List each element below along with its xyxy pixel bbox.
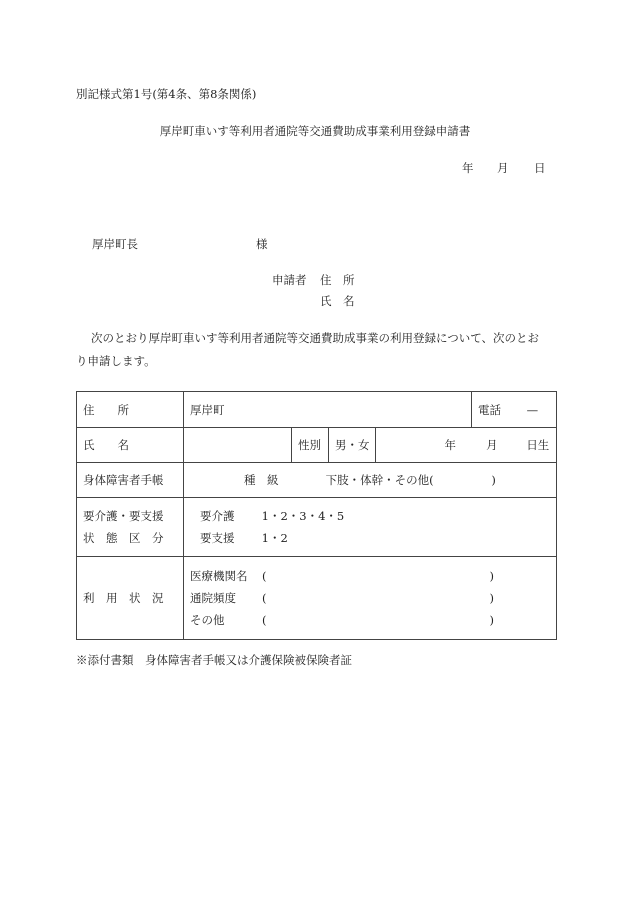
- address-field[interactable]: 厚岸町: [184, 392, 472, 428]
- row-name: [77, 428, 557, 463]
- document-title: 厚岸町車いす等利用者通院等交通費助成事業利用登録申請書: [159, 124, 471, 138]
- usage-row-label: 通院頻度: [190, 591, 236, 605]
- phone-field[interactable]: —: [526, 402, 539, 417]
- care-level-values[interactable]: 1・2・3・4・5: [261, 509, 345, 523]
- address-label: 住 所: [77, 392, 184, 428]
- row-care-level: [77, 498, 557, 557]
- applicant-label: 申請者: [272, 273, 307, 287]
- usage-label: 利 用 状 況: [77, 557, 184, 640]
- usage-row[interactable]: [190, 565, 550, 587]
- footnote-attachments: ※添付書類 身体障害者手帳又は介護保険被保険者証: [76, 653, 352, 667]
- care-level-field[interactable]: [184, 498, 557, 557]
- intro-line-2: り申請します。: [76, 354, 156, 368]
- support-level-values[interactable]: 1・2: [261, 531, 288, 545]
- usage-row[interactable]: [190, 609, 550, 631]
- care-label: [77, 498, 184, 557]
- care-label-line-2: 状 態 区 分: [83, 531, 164, 545]
- birthdate-field[interactable]: [376, 428, 557, 463]
- phone-cell[interactable]: [472, 392, 557, 428]
- applicant-name-label: 氏 名: [320, 294, 355, 308]
- form-reference: 別記様式第1号(第4条、第8条関係): [76, 87, 257, 101]
- usage-row-label: 医療機関名: [190, 569, 248, 583]
- close-paren: ): [489, 569, 494, 583]
- date-year: 年: [462, 161, 474, 175]
- addressee-name: 厚岸町長: [92, 237, 138, 251]
- date-day: 日: [534, 161, 546, 175]
- support-level-label: 要支援: [200, 531, 235, 545]
- grade-label: 種 級: [244, 473, 279, 487]
- row-address: [77, 392, 557, 428]
- disability-type: 下肢・体幹・その他(: [325, 473, 434, 487]
- close-paren: ): [489, 613, 494, 627]
- usage-row-label: その他: [190, 613, 225, 627]
- applicant-address-label: 住 所: [320, 273, 355, 287]
- disability-type-close: ): [491, 473, 496, 487]
- birth-month: 月: [486, 438, 498, 452]
- birth-day: 日生: [526, 438, 550, 452]
- application-table: [76, 391, 557, 640]
- row-usage: [77, 557, 557, 640]
- usage-row[interactable]: [190, 587, 550, 609]
- name-field[interactable]: [184, 428, 292, 463]
- care-level-label: 要介護: [200, 509, 235, 523]
- usage-field[interactable]: [184, 557, 557, 640]
- handbook-label: 身体障害者手帳: [77, 463, 184, 498]
- open-paren: (: [262, 569, 267, 583]
- birth-year: 年: [444, 438, 456, 452]
- addressee-honorific: 様: [256, 237, 268, 251]
- handbook-field[interactable]: [184, 463, 557, 498]
- open-paren: (: [262, 613, 267, 627]
- row-handbook: [77, 463, 557, 498]
- intro-line-1: 次のとおり厚岸町車いす等利用者通院等交通費助成事業の利用登録について、次のとお: [91, 331, 540, 345]
- sex-field[interactable]: 男・女: [329, 428, 376, 463]
- sex-label: 性別: [292, 428, 329, 463]
- phone-label: 電話: [478, 402, 501, 417]
- care-label-line-1: 要介護・要支援: [83, 509, 164, 523]
- close-paren: ): [489, 591, 494, 605]
- open-paren: (: [262, 591, 267, 605]
- date-month: 月: [497, 161, 509, 175]
- name-label: 氏 名: [77, 428, 184, 463]
